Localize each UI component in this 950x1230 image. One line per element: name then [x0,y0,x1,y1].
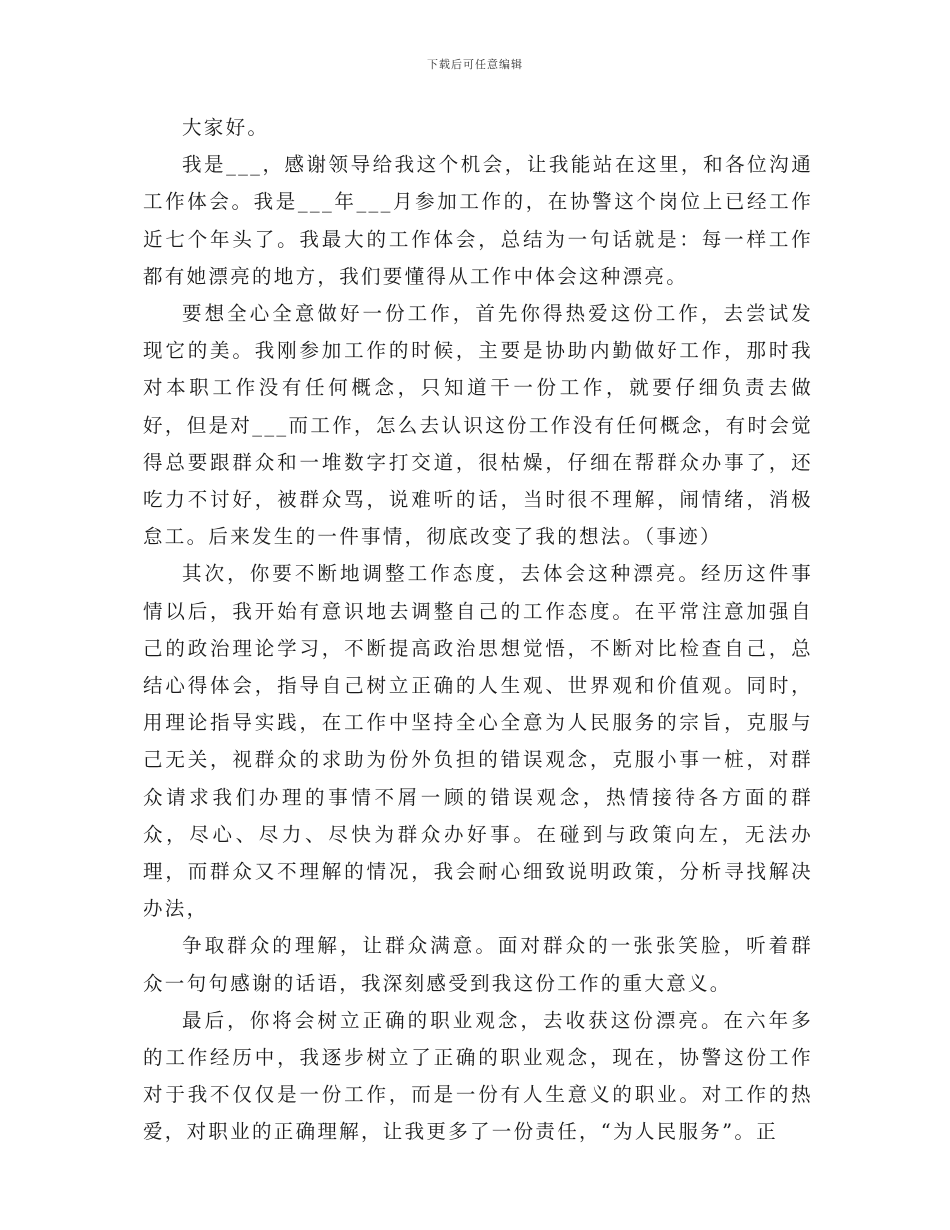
paragraph-career-view: 最后，你将会树立正确的职业观念，去收获这份漂亮。在六年多的工作经历中，我逐步树立了正确的职业观念，现在，协警这份工作对于我不仅仅是一份工作，而是一份有人生意义的职业。对工作的热爱，对职业的正确理解，让我更多了一份责任，“为人民服务”。正 [143,1008,813,1144]
page-header: 下载后可任意编辑 [427,58,523,71]
paragraph-greeting: 大家好。 [182,116,270,139]
paragraph-introduction: 我是___，感谢领导给我这个机会，让我能站在这里，和各位沟通工作体会。我是___年___月参加工作的，在协警这个岗位上已经工作近七个年头了。我最大的工作体会，总结为一句话就是：每一样工作都有她漂亮的地方，我们要懂得从工作中体会这种漂亮。 [143,153,813,288]
paragraph-understanding: 争取群众的理解，让群众满意。面对群众的一张张笑脸，听着群众一句句感谢的话语，我深刻感受到我这份工作的重大意义。 [143,934,813,995]
paragraph-love-work: 要想全心全意做好一份工作，首先你得热爱这份工作，去尝试发现它的美。我刚参加工作的时候，主要是协助内勤做好工作，那时我对本职工作没有任何概念，只知道干一份工作，就要仔细负责去做好，但是对___而工作，怎么去认识这份工作没有任何概念，有时会觉得总要跟群众和一堆数字打交道，很枯燥，仔细在帮群众办事了，还吃力不讨好，被群众骂，说难听的话，当时很不理解，闹情绪，消极怠工。后来发生的一件事情，彻底改变了我的想法。（事迹） [143,302,813,549]
paragraph-adjust-attitude: 其次，你要不断地调整工作态度，去体会这种漂亮。经历这件事情以后，我开始有意识地去调整自己的工作态度。在平常注意加强自己的政治理论学习，不断提高政治思想觉悟，不断对比检查自己，总结心得体会，指导自己树立正确的人生观、世界观和价值观。同时，用理论指导实践，在工作中坚持全心全意为人民服务的宗旨，克服与己无关，视群众的求助为份外负担的错误观念，克服小事一桩，对群众请求我们办理的事情不屑一顾的错误观念，热情接待各方面的群众，尽心、尽力、尽快为群众办好事。在碰到与政策向左，无法办理，而群众又不理解的情况，我会耐心细致说明政策，分析寻找解决办法， [143,562,813,921]
document-body [143,109,813,1151]
